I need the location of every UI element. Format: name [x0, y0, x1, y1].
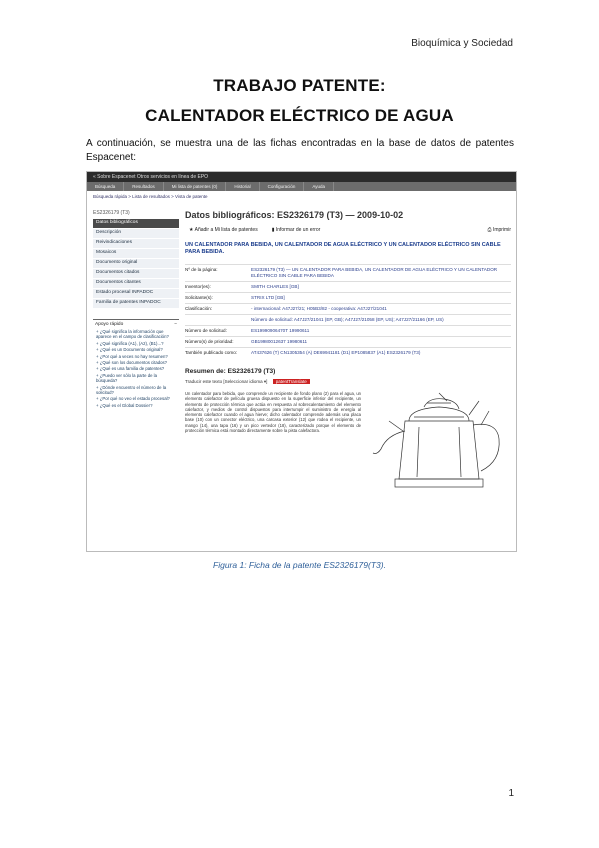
- page-number: 1: [508, 788, 514, 799]
- help-link[interactable]: + ¿Por qué a veces no hay resumen?: [96, 353, 168, 359]
- espacenet-topbar: « Sobre Espacenet Otros servicios en línea de EPO: [87, 172, 516, 182]
- language-select[interactable]: [Seleccionar idioma ▾]: [223, 379, 268, 384]
- help-link[interactable]: + ¿Por qué no veo el estado procesal?: [96, 396, 170, 402]
- sidebar-item[interactable]: Mosaicos: [93, 249, 179, 259]
- table-row: Clasificación: - internacional: A47J27/21; H05B3/82 - cooperativa: A47J27/21041: [185, 303, 511, 314]
- print-button[interactable]: ⎙ Imprimir: [487, 227, 511, 233]
- help-link[interactable]: + ¿Qué significa la información que aparece en el campo de clasificación?: [96, 329, 169, 340]
- abstract-text: Un calentador para bebida, que comprende un recipiente de fondo plano (2) para el agua, un elemento calefactor de película gruesa dispuesto en la superficie inferior del recipiente, un elemento de protección térmica que actúa en respuesta al sobrecalentamiento del elemento calefactor, y medios de control dispuestos para interrumpir el suministro de energía al elemento calefactor cuando el agua hierve; dicho calentador comprende además una placa base (10) con un conector eléctrico, una carcasa exterior (12) que rodea el recipiente, un mango (14), una tapa (16) y un pico vertedor (18), caracterizado porque el elemento de protección térmica está montado directamente sobre la pista calefactora.: [185, 391, 361, 434]
- toolbar: [189, 227, 511, 233]
- nav-tab[interactable]: Mi lista de patentes (0): [164, 182, 227, 191]
- patent-number: ES2326179 (T3): [93, 210, 130, 216]
- intro-paragraph: A continuación, se muestra una de las fichas encontradas en la base de datos de patentes Espacenet:: [86, 138, 514, 163]
- nav-tab[interactable]: Resultados: [124, 182, 164, 191]
- report-error-button[interactable]: ▮ Informar de un error: [271, 227, 321, 233]
- kettle-drawing: [369, 391, 509, 496]
- sidebar-item[interactable]: Descripción: [93, 229, 179, 239]
- espacenet-screenshot: [86, 171, 517, 552]
- sidebar-item[interactable]: Estado procesal INPADOC: [93, 289, 179, 299]
- patent-translate-button[interactable]: patentTranslate: [273, 379, 310, 384]
- nav-tab[interactable]: Búsqueda: [87, 182, 124, 191]
- espacenet-navbar: [87, 182, 516, 191]
- document-title-line-2: CALENTADOR ELÉCTRICO DE AGUA: [145, 106, 454, 125]
- table-row: Número de solicitud: A47J27/21041 (EP, GB); A47J27/21058 (EP, US); A47J27/21166 (EP, US): [185, 314, 511, 325]
- sidebar-item[interactable]: Familia de patentes INPADOC: [93, 299, 179, 309]
- document-title-line-1: TRABAJO PATENTE:: [213, 76, 386, 95]
- table-row: Número de solicitud: ES19990906470T 19990611: [185, 325, 511, 336]
- help-link[interactable]: + ¿Qué es el Global Dossier?: [96, 402, 153, 408]
- nav-tab[interactable]: Configuración: [260, 182, 305, 191]
- help-link[interactable]: + ¿Puedo ver sólo la parte de la búsqueda?: [96, 372, 158, 384]
- collapse-icon[interactable]: −: [174, 322, 177, 327]
- quick-help: [93, 319, 179, 408]
- help-link[interactable]: + ¿Dónde encuentro el número de la solicitud?: [96, 384, 167, 396]
- main-panel: [185, 210, 511, 496]
- add-to-list-button[interactable]: ★ Añadir a Mi lista de patentes: [189, 227, 258, 233]
- sidebar-item-bibliographic[interactable]: Datos bibliográficos: [93, 219, 179, 229]
- abstract-heading: Resumen de: ES2326179 (T3): [185, 368, 276, 375]
- sidebar-item[interactable]: Documento original: [93, 259, 179, 269]
- biblio-table: [185, 264, 511, 358]
- help-link[interactable]: + ¿Qué es un Documento original?: [96, 347, 163, 353]
- table-row: Inventor(es): SMITH CHARLES [GB]: [185, 281, 511, 292]
- table-row: Número(s) de prioridad: GB19980012637 19980611: [185, 336, 511, 347]
- abstract-section: [185, 391, 511, 496]
- sidebar-item[interactable]: Reivindicaciones: [93, 239, 179, 249]
- patent-title: UN CALENTADOR PARA BEBIDA, UN CALENTADOR DE AGUA ELÉCTRICO Y UN CALENTADOR ELÉCTRICO SIN CABLE PARA BEBIDA.: [185, 242, 501, 255]
- sidebar-item[interactable]: Documentos citados: [93, 269, 179, 279]
- quick-help-title: Apoyo rápido: [95, 322, 124, 327]
- help-link[interactable]: + ¿Qué significa (A1), (A2), (B1)...?: [96, 340, 164, 346]
- table-row: Solicitante(s): STRIX LTD [GB]: [185, 292, 511, 303]
- help-link[interactable]: + ¿Qué es una familia de patentes?: [96, 366, 165, 372]
- left-sidebar: [93, 210, 179, 409]
- sidebar-menu: [93, 219, 179, 309]
- breadcrumb[interactable]: Búsqueda rápida > Lista de resultados > Vista de patente: [93, 194, 208, 199]
- table-row: También publicado como: AT437626 (T) CN1305354 (A) DE69941181 (D1) EP1085837 (A1) ES2326179 (T3): [185, 347, 511, 358]
- translate-bar: [185, 379, 511, 385]
- nav-tab[interactable]: Ayuda: [304, 182, 334, 191]
- header-course-name: Bioquímica y Sociedad: [411, 38, 513, 49]
- figure-caption: Figura 1: Ficha de la patente ES2326179(T3).: [213, 560, 386, 570]
- translate-label: Traducir este texto: [185, 379, 223, 384]
- table-row: Nº de la página: ES2326179 (T3) — UN CALENTADOR PARA BEBIDA, UN CALENTADOR DE AGUA ELÉCTRICO Y UN CALENTADOR ELÉCTRICO SIN CABLE PARA BEBIDA: [185, 264, 511, 281]
- page-title: Datos bibliográficos: ES2326179 (T3) — 2009-10-02: [185, 210, 404, 220]
- help-link[interactable]: + ¿Qué son los documentos citados?: [96, 360, 168, 366]
- nav-tab[interactable]: Historial: [226, 182, 259, 191]
- sidebar-item[interactable]: Documentos citantes: [93, 279, 179, 289]
